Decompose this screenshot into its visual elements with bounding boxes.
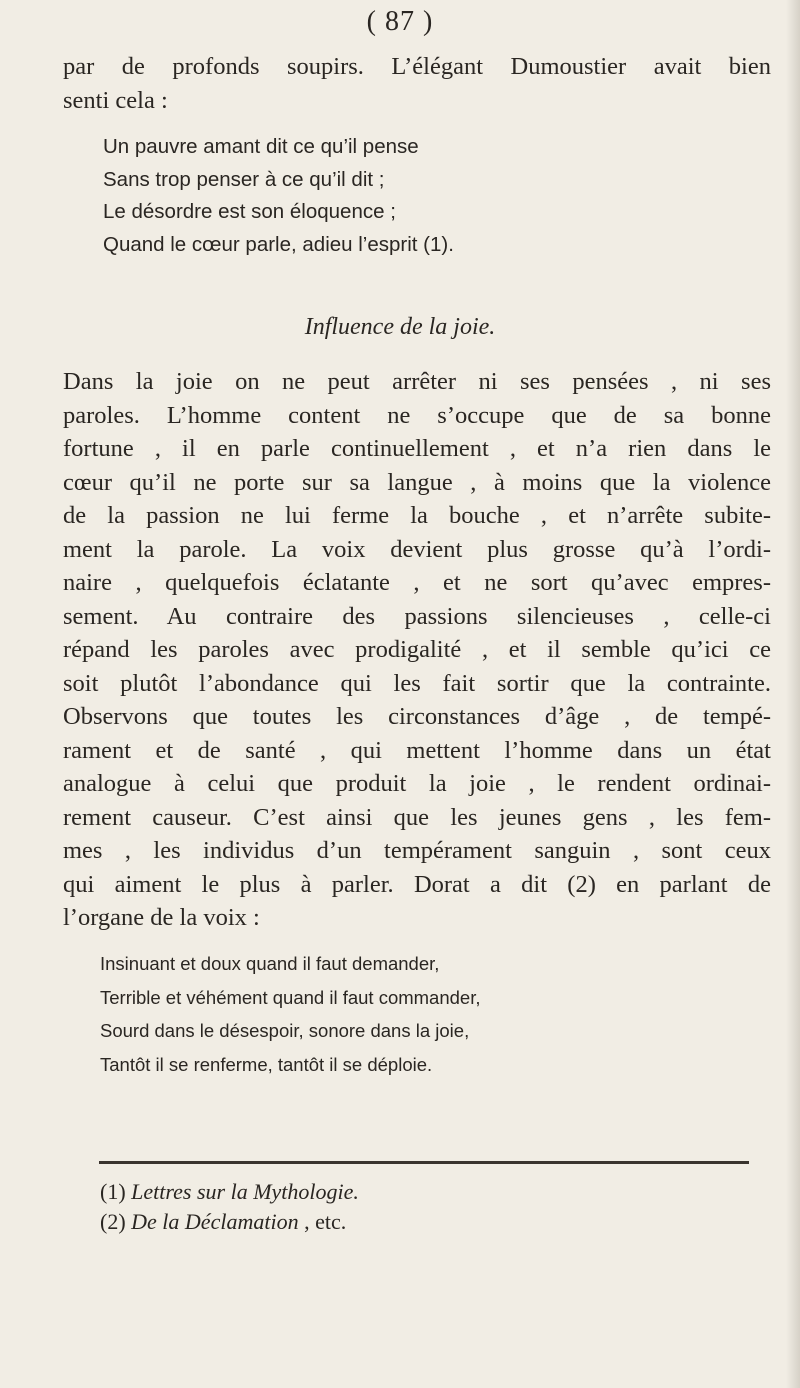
text-line: rament et de santé , qui mettent l’homme dans un état <box>63 736 771 764</box>
verse-line: Insinuant et doux quand il faut demander, <box>100 953 440 974</box>
verse-line: Quand le cœur parle, adieu l’esprit (1). <box>103 232 454 256</box>
text-line: senti cela : <box>63 86 168 114</box>
verse-line: Le désordre est son éloquence ; <box>103 200 396 223</box>
verse-line: Un pauvre amant dit ce qu’il pense <box>103 135 419 158</box>
body-paragraph <box>63 365 771 935</box>
verse-quote-dorat <box>100 947 750 1081</box>
footnotes <box>100 1177 750 1237</box>
text-line: Dans la joie on ne peut arrêter ni ses pensées , ni ses <box>63 368 771 395</box>
text-line: analogue à celui que produit la joie , le rendent ordinai- <box>63 770 771 797</box>
text-line: de la passion ne lui ferme la bouche , et n’arrête subite- <box>63 502 771 529</box>
section-heading: Influence de la joie. <box>304 314 496 340</box>
footnote-title: Lettres sur la Mythologie. <box>131 1179 359 1204</box>
text-line: Observons que toutes les circonstances d’âge , de tempé- <box>63 703 771 730</box>
text-line: sement. Au contraire des passions silencieuses , celle-ci <box>63 602 771 630</box>
text-line: mes , les individus d’un tempérament sanguin , sont ceux <box>63 837 771 864</box>
text-line: répand les paroles avec prodigalité , et il semble qu’ici ce <box>63 636 771 663</box>
footnote-mark: (2) <box>100 1209 126 1234</box>
footnote-mark: (1) <box>100 1179 126 1204</box>
footnote-divider <box>99 1161 749 1164</box>
footnote-rest: , etc. <box>298 1209 347 1234</box>
intro-paragraph <box>63 50 771 117</box>
text-line: paroles. L’homme content ne s’occupe que de sa bonne <box>63 401 771 429</box>
text-line: naire , quelquefois éclatante , et ne sort qu’avec empres- <box>63 569 771 596</box>
page-number: ( 87 ) <box>366 6 434 37</box>
text-line: soit plutôt l’abondance qui les fait sortir que la contrainte. <box>63 669 771 697</box>
page-edge-shadow <box>786 0 800 1388</box>
text-line: qui aiment le plus à parler. Dorat a dit (2) en parlant de <box>63 870 771 898</box>
verse-line: Tantôt il se renferme, tantôt il se déploie. <box>100 1053 433 1075</box>
verse-line: Sourd dans le désespoir, sonore dans la joie, <box>100 1020 470 1041</box>
verse-line: Terrible et véhément quand il faut commander, <box>100 986 481 1008</box>
verse-quote-dumoustier <box>103 131 743 261</box>
verse-line: Sans trop penser à ce qu’il dit ; <box>103 167 385 191</box>
footnote-title: De la Déclamation <box>131 1209 299 1234</box>
text-line: cœur qu’il ne porte sur sa langue , à moins que la violence <box>63 468 771 496</box>
text-line: rement causeur. C’est ainsi que les jeunes gens , les fem- <box>63 803 771 831</box>
text-line: ment la parole. La voix devient plus grosse qu’à l’ordi- <box>63 535 771 563</box>
text-line: fortune , il en parle continuellement , et n’a rien dans le <box>63 435 771 462</box>
footnote-1 <box>100 1177 750 1207</box>
text-line: l’organe de la voix : <box>63 904 260 931</box>
footnote-2 <box>100 1207 750 1237</box>
text-line: par de profonds soupirs. L’élégant Dumoustier avait bien <box>63 53 771 80</box>
